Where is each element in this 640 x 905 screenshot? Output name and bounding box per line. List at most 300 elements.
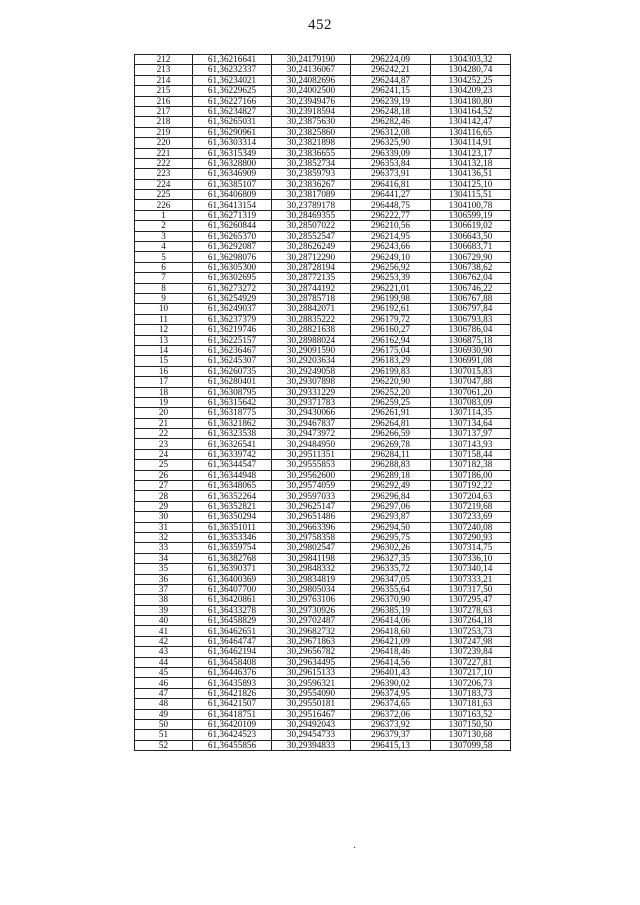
longitude-cell: 30,28821638 — [272, 325, 351, 335]
point-number-cell: 215 — [135, 86, 193, 96]
longitude-cell: 30,23852734 — [272, 158, 351, 168]
y-coordinate-cell: 1307253,73 — [431, 626, 511, 636]
longitude-cell: 30,23836267 — [272, 179, 351, 189]
x-coordinate-cell: 296312,08 — [351, 127, 431, 137]
table-row — [135, 293, 511, 303]
x-coordinate-cell: 296252,20 — [351, 387, 431, 397]
y-coordinate-cell: 1307336,10 — [431, 553, 511, 563]
latitude-cell: 61,36326541 — [193, 439, 272, 449]
y-coordinate-cell: 1307240,08 — [431, 522, 511, 532]
y-coordinate-cell: 1307182,38 — [431, 460, 511, 470]
y-coordinate-cell: 1307264,18 — [431, 616, 511, 626]
latitude-cell: 61,36227166 — [193, 96, 272, 106]
point-number-cell: 40 — [135, 616, 193, 626]
longitude-cell: 30,24136067 — [272, 65, 351, 75]
point-number-cell: 15 — [135, 356, 193, 366]
x-coordinate-cell: 296374,65 — [351, 699, 431, 709]
longitude-cell: 30,23825860 — [272, 127, 351, 137]
latitude-cell: 61,36420861 — [193, 595, 272, 605]
table-row — [135, 512, 511, 522]
y-coordinate-cell: 1304280,74 — [431, 65, 511, 75]
x-coordinate-cell: 296266,59 — [351, 429, 431, 439]
latitude-cell: 61,36421826 — [193, 688, 272, 698]
y-coordinate-cell: 1307340,14 — [431, 564, 511, 574]
y-coordinate-cell: 1307290,93 — [431, 532, 511, 542]
longitude-cell: 30,29091590 — [272, 345, 351, 355]
y-coordinate-cell: 1306683,71 — [431, 242, 511, 252]
point-number-cell: 14 — [135, 345, 193, 355]
point-number-cell: 23 — [135, 439, 193, 449]
point-number-cell: 6 — [135, 262, 193, 272]
y-coordinate-cell: 1307314,75 — [431, 543, 511, 553]
table-row — [135, 231, 511, 241]
table-row — [135, 262, 511, 272]
x-coordinate-cell: 296353,84 — [351, 158, 431, 168]
latitude-cell: 61,36420109 — [193, 720, 272, 730]
latitude-cell: 61,36418751 — [193, 709, 272, 719]
x-coordinate-cell: 296282,46 — [351, 117, 431, 127]
x-coordinate-cell: 296373,92 — [351, 720, 431, 730]
longitude-cell: 30,29203634 — [272, 356, 351, 366]
table-row — [135, 740, 511, 750]
point-number-cell: 28 — [135, 491, 193, 501]
x-coordinate-cell: 296175,04 — [351, 345, 431, 355]
x-coordinate-cell: 296242,21 — [351, 65, 431, 75]
y-coordinate-cell: 1306797,84 — [431, 304, 511, 314]
x-coordinate-cell: 296385,19 — [351, 605, 431, 615]
y-coordinate-cell: 1307186,00 — [431, 470, 511, 480]
longitude-cell: 30,29511351 — [272, 449, 351, 459]
latitude-cell: 61,36273272 — [193, 283, 272, 293]
y-coordinate-cell: 1304252,25 — [431, 75, 511, 85]
table-row — [135, 200, 511, 210]
y-coordinate-cell: 1307233,69 — [431, 512, 511, 522]
x-coordinate-cell: 296401,43 — [351, 668, 431, 678]
y-coordinate-cell: 1306793,83 — [431, 314, 511, 324]
point-number-cell: 46 — [135, 678, 193, 688]
y-coordinate-cell: 1307181,63 — [431, 699, 511, 709]
longitude-cell: 30,28842071 — [272, 304, 351, 314]
longitude-cell: 30,29249058 — [272, 366, 351, 376]
y-coordinate-cell: 1304114,91 — [431, 138, 511, 148]
y-coordinate-cell: 1307099,58 — [431, 740, 511, 750]
table-row — [135, 688, 511, 698]
latitude-cell: 61,36265031 — [193, 117, 272, 127]
table-row — [135, 179, 511, 189]
x-coordinate-cell: 296414,06 — [351, 616, 431, 626]
y-coordinate-cell: 1304209,23 — [431, 86, 511, 96]
point-number-cell: 31 — [135, 522, 193, 532]
x-coordinate-cell: 296192,61 — [351, 304, 431, 314]
x-coordinate-cell: 296183,29 — [351, 356, 431, 366]
y-coordinate-cell: 1304303,32 — [431, 55, 511, 65]
point-number-cell: 9 — [135, 293, 193, 303]
y-coordinate-cell: 1307047,88 — [431, 377, 511, 387]
longitude-cell: 30,29682732 — [272, 626, 351, 636]
y-coordinate-cell: 1307114,35 — [431, 408, 511, 418]
table-row — [135, 605, 511, 615]
table-row — [135, 481, 511, 491]
table-row — [135, 460, 511, 470]
y-coordinate-cell: 1307317,50 — [431, 584, 511, 594]
latitude-cell: 61,36260735 — [193, 366, 272, 376]
longitude-cell: 30,23789178 — [272, 200, 351, 210]
y-coordinate-cell: 1307163,52 — [431, 709, 511, 719]
table-row — [135, 86, 511, 96]
latitude-cell: 61,36292087 — [193, 242, 272, 252]
x-coordinate-cell: 296416,81 — [351, 179, 431, 189]
longitude-cell: 30,29394833 — [272, 740, 351, 750]
point-number-cell: 19 — [135, 397, 193, 407]
point-number-cell: 26 — [135, 470, 193, 480]
y-coordinate-cell: 1306875,18 — [431, 335, 511, 345]
point-number-cell: 3 — [135, 231, 193, 241]
latitude-cell: 61,36305300 — [193, 262, 272, 272]
latitude-cell: 61,36265370 — [193, 231, 272, 241]
table-row — [135, 501, 511, 511]
point-number-cell: 37 — [135, 584, 193, 594]
y-coordinate-cell: 1307158,44 — [431, 449, 511, 459]
table-row — [135, 210, 511, 220]
y-coordinate-cell: 1306767,88 — [431, 293, 511, 303]
longitude-cell: 30,28626249 — [272, 242, 351, 252]
y-coordinate-cell: 1307015,83 — [431, 366, 511, 376]
point-number-cell: 25 — [135, 460, 193, 470]
table-row — [135, 636, 511, 646]
table-row — [135, 283, 511, 293]
latitude-cell: 61,36458829 — [193, 616, 272, 626]
point-number-cell: 20 — [135, 408, 193, 418]
x-coordinate-cell: 296288,83 — [351, 460, 431, 470]
point-number-cell: 45 — [135, 668, 193, 678]
table-row — [135, 335, 511, 345]
longitude-cell: 30,29615133 — [272, 668, 351, 678]
x-coordinate-cell: 296214,95 — [351, 231, 431, 241]
table-row — [135, 720, 511, 730]
x-coordinate-cell: 296248,18 — [351, 106, 431, 116]
latitude-cell: 61,36458408 — [193, 657, 272, 667]
y-coordinate-cell: 1307206,73 — [431, 678, 511, 688]
table-row — [135, 595, 511, 605]
y-coordinate-cell: 1307333,21 — [431, 574, 511, 584]
latitude-cell: 61,36234021 — [193, 75, 272, 85]
latitude-cell: 61,36350294 — [193, 512, 272, 522]
table-row — [135, 668, 511, 678]
table-row — [135, 148, 511, 158]
y-coordinate-cell: 1307137,97 — [431, 429, 511, 439]
point-number-cell: 11 — [135, 314, 193, 324]
latitude-cell: 61,36245307 — [193, 356, 272, 366]
table-row — [135, 574, 511, 584]
y-coordinate-cell: 1306930,90 — [431, 345, 511, 355]
longitude-cell: 30,28552547 — [272, 231, 351, 241]
point-number-cell: 47 — [135, 688, 193, 698]
point-number-cell: 38 — [135, 595, 193, 605]
latitude-cell: 61,36359754 — [193, 543, 272, 553]
x-coordinate-cell: 296199,98 — [351, 293, 431, 303]
longitude-cell: 30,28712290 — [272, 252, 351, 262]
point-number-cell: 220 — [135, 138, 193, 148]
longitude-cell: 30,23918594 — [272, 106, 351, 116]
longitude-cell: 30,29625147 — [272, 501, 351, 511]
x-coordinate-cell: 296441,27 — [351, 190, 431, 200]
x-coordinate-cell: 296335,72 — [351, 564, 431, 574]
x-coordinate-cell: 296222,77 — [351, 210, 431, 220]
table-row — [135, 522, 511, 532]
footer-mark: · — [353, 843, 357, 854]
latitude-cell: 61,36339742 — [193, 449, 272, 459]
y-coordinate-cell: 1304142,47 — [431, 117, 511, 127]
point-number-cell: 216 — [135, 96, 193, 106]
y-coordinate-cell: 1306599,19 — [431, 210, 511, 220]
point-number-cell: 30 — [135, 512, 193, 522]
point-number-cell: 213 — [135, 65, 193, 75]
table-row — [135, 564, 511, 574]
longitude-cell: 30,29848332 — [272, 564, 351, 574]
table-row — [135, 345, 511, 355]
latitude-cell: 61,36232337 — [193, 65, 272, 75]
x-coordinate-cell: 296421,09 — [351, 636, 431, 646]
table-row — [135, 647, 511, 657]
x-coordinate-cell: 296374,95 — [351, 688, 431, 698]
longitude-cell: 30,29634495 — [272, 657, 351, 667]
x-coordinate-cell: 296221,01 — [351, 283, 431, 293]
longitude-cell: 30,29597033 — [272, 491, 351, 501]
longitude-cell: 30,23836655 — [272, 148, 351, 158]
latitude-cell: 61,36254929 — [193, 293, 272, 303]
point-number-cell: 222 — [135, 158, 193, 168]
y-coordinate-cell: 1306738,62 — [431, 262, 511, 272]
x-coordinate-cell: 296325,90 — [351, 138, 431, 148]
table-row — [135, 543, 511, 553]
x-coordinate-cell: 296415,13 — [351, 740, 431, 750]
longitude-cell: 30,29492043 — [272, 720, 351, 730]
y-coordinate-cell: 1306619,02 — [431, 221, 511, 231]
longitude-cell: 30,29671863 — [272, 636, 351, 646]
x-coordinate-cell: 296302,26 — [351, 543, 431, 553]
latitude-cell: 61,36462194 — [193, 647, 272, 657]
latitude-cell: 61,36249037 — [193, 304, 272, 314]
x-coordinate-cell: 296372,06 — [351, 709, 431, 719]
y-coordinate-cell: 1306762,04 — [431, 273, 511, 283]
longitude-cell: 30,24002500 — [272, 86, 351, 96]
table-row — [135, 532, 511, 542]
y-coordinate-cell: 1304132,18 — [431, 158, 511, 168]
x-coordinate-cell: 296293,87 — [351, 512, 431, 522]
longitude-cell: 30,29562600 — [272, 470, 351, 480]
latitude-cell: 61,36407700 — [193, 584, 272, 594]
y-coordinate-cell: 1306786,04 — [431, 325, 511, 335]
point-number-cell: 219 — [135, 127, 193, 137]
table-row — [135, 449, 511, 459]
longitude-cell: 30,29554090 — [272, 688, 351, 698]
table-row — [135, 429, 511, 439]
point-number-cell: 18 — [135, 387, 193, 397]
longitude-cell: 30,29371783 — [272, 397, 351, 407]
table-row — [135, 709, 511, 719]
x-coordinate-cell: 296347,05 — [351, 574, 431, 584]
point-number-cell: 12 — [135, 325, 193, 335]
latitude-cell: 61,36446376 — [193, 668, 272, 678]
x-coordinate-cell: 296249,10 — [351, 252, 431, 262]
point-number-cell: 5 — [135, 252, 193, 262]
longitude-cell: 30,29651486 — [272, 512, 351, 522]
point-number-cell: 224 — [135, 179, 193, 189]
table-row — [135, 397, 511, 407]
table-row — [135, 626, 511, 636]
y-coordinate-cell: 1307219,68 — [431, 501, 511, 511]
x-coordinate-cell: 296390,02 — [351, 678, 431, 688]
coordinates-table — [134, 54, 511, 751]
latitude-cell: 61,36464747 — [193, 636, 272, 646]
longitude-cell: 30,29802547 — [272, 543, 351, 553]
table-row — [135, 55, 511, 65]
table-row — [135, 678, 511, 688]
table-row — [135, 366, 511, 376]
y-coordinate-cell: 1307295,47 — [431, 595, 511, 605]
point-number-cell: 44 — [135, 657, 193, 667]
latitude-cell: 61,36328800 — [193, 158, 272, 168]
y-coordinate-cell: 1304123,17 — [431, 148, 511, 158]
table-row — [135, 127, 511, 137]
x-coordinate-cell: 296448,75 — [351, 200, 431, 210]
latitude-cell: 61,36315642 — [193, 397, 272, 407]
y-coordinate-cell: 1307183,73 — [431, 688, 511, 698]
point-number-cell: 51 — [135, 730, 193, 740]
x-coordinate-cell: 296261,91 — [351, 408, 431, 418]
latitude-cell: 61,36303314 — [193, 138, 272, 148]
point-number-cell: 13 — [135, 335, 193, 345]
latitude-cell: 61,36433278 — [193, 605, 272, 615]
x-coordinate-cell: 296294,50 — [351, 522, 431, 532]
table-row — [135, 387, 511, 397]
longitude-cell: 30,28835222 — [272, 314, 351, 324]
table-row — [135, 242, 511, 252]
longitude-cell: 30,29596321 — [272, 678, 351, 688]
point-number-cell: 223 — [135, 169, 193, 179]
x-coordinate-cell: 296199,83 — [351, 366, 431, 376]
latitude-cell: 61,36351011 — [193, 522, 272, 532]
table-row — [135, 138, 511, 148]
table-row — [135, 96, 511, 106]
y-coordinate-cell: 1307217,10 — [431, 668, 511, 678]
table-row — [135, 657, 511, 667]
latitude-cell: 61,36219746 — [193, 325, 272, 335]
latitude-cell: 61,36353346 — [193, 532, 272, 542]
latitude-cell: 61,36318775 — [193, 408, 272, 418]
y-coordinate-cell: 1307247,98 — [431, 636, 511, 646]
point-number-cell: 34 — [135, 553, 193, 563]
table-row — [135, 730, 511, 740]
latitude-cell: 61,36260844 — [193, 221, 272, 231]
longitude-cell: 30,29307898 — [272, 377, 351, 387]
y-coordinate-cell: 1304125,10 — [431, 179, 511, 189]
table-row — [135, 273, 511, 283]
point-number-cell: 218 — [135, 117, 193, 127]
y-coordinate-cell: 1304116,65 — [431, 127, 511, 137]
x-coordinate-cell: 296284,11 — [351, 449, 431, 459]
x-coordinate-cell: 296292,49 — [351, 481, 431, 491]
point-number-cell: 16 — [135, 366, 193, 376]
point-number-cell: 33 — [135, 543, 193, 553]
x-coordinate-cell: 296269,78 — [351, 439, 431, 449]
point-number-cell: 36 — [135, 574, 193, 584]
y-coordinate-cell: 1304180,80 — [431, 96, 511, 106]
point-number-cell: 226 — [135, 200, 193, 210]
longitude-cell: 30,29331229 — [272, 387, 351, 397]
latitude-cell: 61,36406809 — [193, 190, 272, 200]
table-row — [135, 408, 511, 418]
longitude-cell: 30,23821898 — [272, 138, 351, 148]
point-number-cell: 27 — [135, 481, 193, 491]
longitude-cell: 30,23875630 — [272, 117, 351, 127]
latitude-cell: 61,36302695 — [193, 273, 272, 283]
x-coordinate-cell: 296327,35 — [351, 553, 431, 563]
longitude-cell: 30,29758358 — [272, 532, 351, 542]
x-coordinate-cell: 296289,18 — [351, 470, 431, 480]
y-coordinate-cell: 1304115,51 — [431, 190, 511, 200]
x-coordinate-cell: 296296,84 — [351, 491, 431, 501]
table-row — [135, 314, 511, 324]
table-row — [135, 616, 511, 626]
table-row — [135, 106, 511, 116]
x-coordinate-cell: 296244,87 — [351, 75, 431, 85]
point-number-cell: 212 — [135, 55, 193, 65]
x-coordinate-cell: 296379,37 — [351, 730, 431, 740]
latitude-cell: 61,36225157 — [193, 335, 272, 345]
latitude-cell: 61,36323538 — [193, 429, 272, 439]
point-number-cell: 10 — [135, 304, 193, 314]
y-coordinate-cell: 1304164,52 — [431, 106, 511, 116]
y-coordinate-cell: 1306643,50 — [431, 231, 511, 241]
point-number-cell: 217 — [135, 106, 193, 116]
longitude-cell: 30,24082696 — [272, 75, 351, 85]
longitude-cell: 30,29663396 — [272, 522, 351, 532]
table-row — [135, 553, 511, 563]
longitude-cell: 30,28728194 — [272, 262, 351, 272]
latitude-cell: 61,36229625 — [193, 86, 272, 96]
point-number-cell: 21 — [135, 418, 193, 428]
latitude-cell: 61,36385107 — [193, 179, 272, 189]
longitude-cell: 30,29656782 — [272, 647, 351, 657]
latitude-cell: 61,36344547 — [193, 460, 272, 470]
latitude-cell: 61,36308795 — [193, 387, 272, 397]
longitude-cell: 30,29473972 — [272, 429, 351, 439]
table-row — [135, 325, 511, 335]
latitude-cell: 61,36413154 — [193, 200, 272, 210]
longitude-cell: 30,28988024 — [272, 335, 351, 345]
longitude-cell: 30,29454733 — [272, 730, 351, 740]
x-coordinate-cell: 296160,27 — [351, 325, 431, 335]
latitude-cell: 61,36321862 — [193, 418, 272, 428]
point-number-cell: 52 — [135, 740, 193, 750]
point-number-cell: 225 — [135, 190, 193, 200]
table-row — [135, 491, 511, 501]
point-number-cell: 39 — [135, 605, 193, 615]
latitude-cell: 61,36462651 — [193, 626, 272, 636]
x-coordinate-cell: 296295,75 — [351, 532, 431, 542]
x-coordinate-cell: 296414,56 — [351, 657, 431, 667]
point-number-cell: 4 — [135, 242, 193, 252]
latitude-cell: 61,36455856 — [193, 740, 272, 750]
point-number-cell: 48 — [135, 699, 193, 709]
latitude-cell: 61,36348065 — [193, 481, 272, 491]
longitude-cell: 30,23817089 — [272, 190, 351, 200]
point-number-cell: 49 — [135, 709, 193, 719]
x-coordinate-cell: 296418,60 — [351, 626, 431, 636]
longitude-cell: 30,29763106 — [272, 595, 351, 605]
y-coordinate-cell: 1307204,63 — [431, 491, 511, 501]
